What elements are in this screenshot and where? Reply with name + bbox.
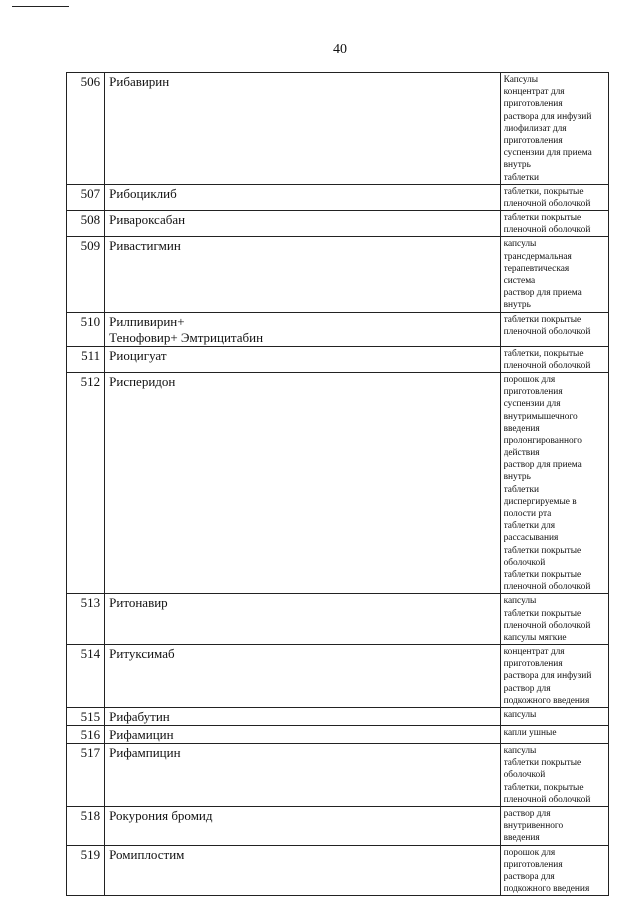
drug-name <box>105 744 500 807</box>
table-row <box>67 211 609 237</box>
table-row <box>67 744 609 807</box>
dosage-forms <box>500 726 608 744</box>
table-row <box>67 312 609 346</box>
dosage-form-line: диспергируемые в <box>503 496 577 507</box>
header-rule <box>12 6 69 7</box>
drug-name <box>105 726 500 744</box>
dosage-forms <box>500 708 608 726</box>
dosage-form-line: приготовления <box>503 135 563 146</box>
drug-name <box>105 184 500 210</box>
dosage-forms <box>500 211 608 237</box>
dosage-form-line: Капсулы <box>503 75 539 85</box>
dosage-form-line: внутрь <box>503 300 531 311</box>
dosage-form-line: капсулы <box>503 596 537 607</box>
dosage-form-line: раствор для приема <box>503 288 582 299</box>
dosage-form-line: таблетки <box>503 484 540 495</box>
dosage-form-line: пролонгированного <box>503 435 582 446</box>
table-row <box>67 237 609 312</box>
drug-name <box>105 237 500 312</box>
dosage-form-line: полости рта <box>503 509 552 519</box>
row-number: 509 <box>67 237 105 312</box>
table-row <box>67 346 609 372</box>
row-number: 506 <box>67 73 105 185</box>
drug-name <box>105 372 500 593</box>
dosage-form-line: подкожного введения <box>503 695 590 706</box>
dosage-form-line: оболочкой <box>503 770 546 781</box>
dosage-form-line: внутривенного <box>503 821 564 832</box>
drug-name-line: Рибоциклиб <box>109 185 177 201</box>
drug-name-line: Ривастигмин <box>109 238 181 254</box>
dosage-form-line: трансдермальная <box>503 251 572 262</box>
dosage-form-line: система <box>503 276 536 286</box>
dosage-form-line: капли ушные <box>503 728 557 738</box>
drug-name <box>105 845 500 896</box>
dosage-form-line: терапевтическая <box>503 263 570 274</box>
drug-name-line: Тенофовир+ Эмтрицитабин <box>109 329 264 345</box>
dosage-form-line: внутримышечного <box>503 411 578 422</box>
dosage-form-line: внутрь <box>503 472 531 483</box>
dosage-form-line: раствор для <box>503 683 551 694</box>
drug-name <box>105 211 500 237</box>
drug-name-line: Рифабутин <box>109 709 170 724</box>
drug-name-line: Рокурония бромид <box>109 807 213 823</box>
dosage-form-line: порошок для <box>503 374 556 385</box>
dosage-forms <box>500 806 608 845</box>
dosage-forms <box>500 645 608 708</box>
dosage-form-line: подкожного введения <box>503 884 590 895</box>
drug-name <box>105 806 500 845</box>
dosage-form-line: раствор для <box>503 808 551 819</box>
page-number: 40 <box>333 42 347 57</box>
dosage-form-line: пленочной оболочкой <box>503 794 591 805</box>
row-number: 516 <box>67 726 105 744</box>
row-number: 515 <box>67 708 105 726</box>
dosage-forms <box>500 237 608 312</box>
drug-name <box>105 312 500 346</box>
dosage-form-line: пленочной оболочкой <box>503 620 591 631</box>
row-number: 507 <box>67 184 105 210</box>
row-number: 512 <box>67 372 105 593</box>
dosage-forms <box>500 594 608 645</box>
dosage-form-line: пленочной оболочкой <box>503 582 591 593</box>
dosage-form-line: таблетки покрытые <box>503 758 582 769</box>
dosage-form-line: таблетки для <box>503 521 556 532</box>
dosage-forms <box>500 312 608 346</box>
dosage-form-line: суспензии для приема <box>503 148 592 159</box>
drug-name-line: Ривароксабан <box>109 212 186 228</box>
dosage-form-line: концентрат для <box>503 647 565 658</box>
drug-name-line: Рилпивирин+ <box>109 313 185 329</box>
drug-name-line: Ритуксимаб <box>109 646 175 662</box>
dosage-form-line: пленочной оболочкой <box>503 360 591 371</box>
dosage-form-line: раствора для <box>503 871 555 882</box>
dosage-form-line: приготовления <box>503 859 563 870</box>
dosage-form-line: приготовления <box>503 387 563 398</box>
dosage-form-line: капсулы <box>503 239 537 250</box>
drug-name <box>105 73 500 185</box>
dosage-form-line: введения <box>503 833 540 844</box>
dosage-form-line: действия <box>503 448 540 459</box>
dosage-form-line: приготовления <box>503 99 563 110</box>
dosage-forms <box>500 346 608 372</box>
row-number: 517 <box>67 744 105 807</box>
dosage-form-line: суспензии для <box>503 399 561 410</box>
dosage-form-line: порошок для <box>503 847 556 858</box>
dosage-form-line: приготовления <box>503 659 563 670</box>
dosage-form-line: капсулы <box>503 710 537 720</box>
drug-name-line: Риоцигуат <box>109 347 167 363</box>
dosage-form-line: оболочкой <box>503 557 546 568</box>
dosage-form-line: пленочной оболочкой <box>503 198 591 209</box>
medication-table-body <box>67 73 609 896</box>
dosage-form-line: раствора для инфузий <box>503 671 592 682</box>
row-number: 518 <box>67 806 105 845</box>
table-row <box>67 372 609 593</box>
table-row <box>67 184 609 210</box>
dosage-forms <box>500 73 608 185</box>
drug-name-line: Рисперидон <box>109 373 176 389</box>
drug-name-line: Ромиплостим <box>109 846 185 862</box>
drug-name <box>105 594 500 645</box>
table-row <box>67 645 609 708</box>
dosage-form-line: таблетки, покрытые <box>503 186 584 197</box>
drug-name-line: Ритонавир <box>109 595 168 611</box>
dosage-form-line: капсулы <box>503 746 537 756</box>
table-row <box>67 726 609 744</box>
drug-name-line: Рифампицин <box>109 745 181 760</box>
dosage-form-line: внутрь <box>503 160 531 171</box>
row-number: 508 <box>67 211 105 237</box>
dosage-form-line: введения <box>503 423 540 434</box>
medication-table <box>66 72 609 896</box>
drug-name <box>105 645 500 708</box>
table-row <box>67 806 609 845</box>
table-row <box>67 708 609 726</box>
dosage-form-line: лиофилизат для <box>503 123 567 134</box>
dosage-form-line: капсулы мягкие <box>503 632 567 643</box>
dosage-form-line: таблетки покрытые <box>503 314 582 325</box>
dosage-form-line: таблетки покрытые <box>503 545 582 556</box>
dosage-forms <box>500 744 608 807</box>
dosage-forms <box>500 845 608 896</box>
dosage-form-line: таблетки покрытые <box>503 608 582 619</box>
row-number: 514 <box>67 645 105 708</box>
dosage-form-line: пленочной оболочкой <box>503 326 591 337</box>
drug-name-line: Рибавирин <box>109 74 170 89</box>
dosage-forms <box>500 372 608 593</box>
drug-name-line: Рифамицин <box>109 727 174 742</box>
row-number: 510 <box>67 312 105 346</box>
dosage-form-line: пленочной оболочкой <box>503 225 591 236</box>
table-row <box>67 73 609 185</box>
drug-name <box>105 708 500 726</box>
dosage-form-line: таблетки покрытые <box>503 213 582 224</box>
dosage-form-line: концентрат для <box>503 87 565 98</box>
dosage-form-line: рассасывания <box>503 533 559 544</box>
dosage-form-line: таблетки покрытые <box>503 569 582 580</box>
drug-name <box>105 346 500 372</box>
dosage-form-line: таблетки <box>503 172 540 183</box>
dosage-form-line: таблетки, покрытые <box>503 348 584 359</box>
table-row <box>67 594 609 645</box>
dosage-forms <box>500 184 608 210</box>
row-number: 519 <box>67 845 105 896</box>
table-row <box>67 845 609 896</box>
dosage-form-line: таблетки, покрытые <box>503 782 584 793</box>
row-number: 511 <box>67 346 105 372</box>
dosage-form-line: раствора для инфузий <box>503 111 592 122</box>
row-number: 513 <box>67 594 105 645</box>
dosage-form-line: раствор для приема <box>503 460 582 471</box>
